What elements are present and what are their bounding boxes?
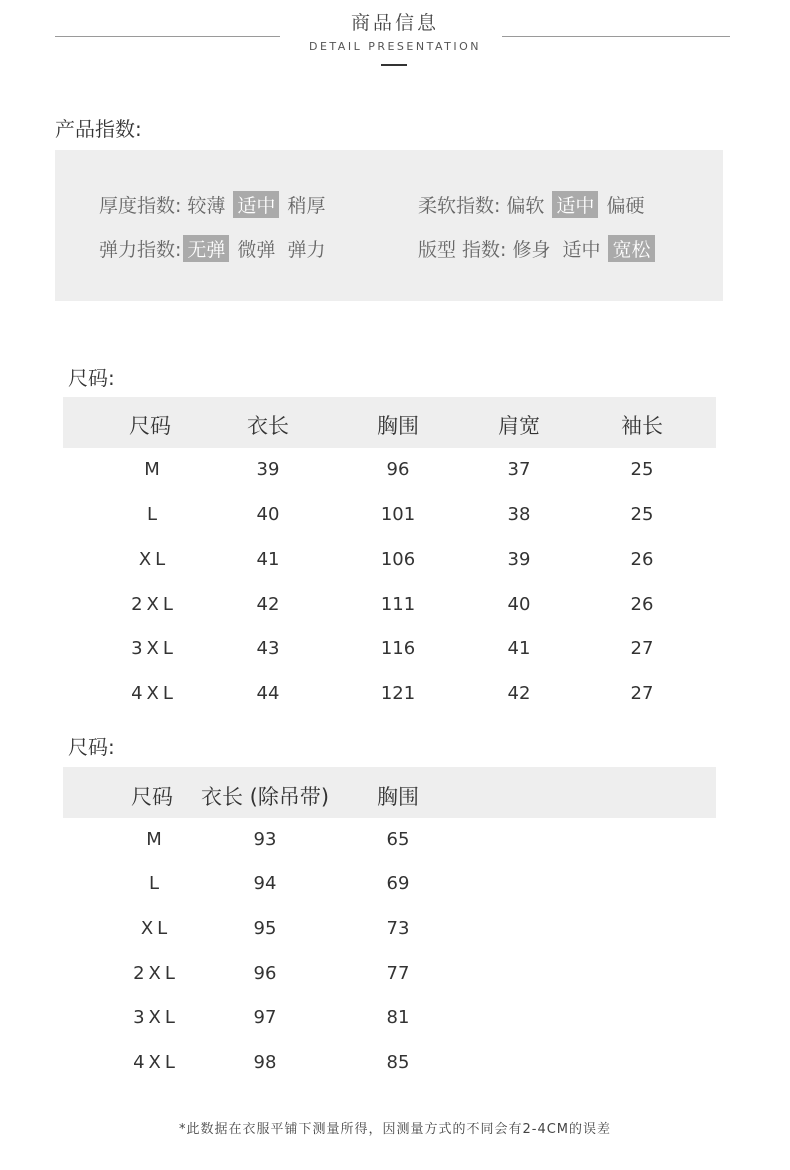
column-header: 胸围 xyxy=(377,414,419,438)
index-label: 版型 指数: xyxy=(418,239,507,261)
product-index-label: 产品指数: xyxy=(55,117,142,141)
measurement-cell: 96 xyxy=(253,963,277,984)
index-option: 偏软 xyxy=(506,195,545,217)
measurement-cell: 101 xyxy=(380,504,416,525)
measurement-cell: 26 xyxy=(630,549,654,570)
measurement-cell: 26 xyxy=(630,594,654,615)
column-header: 衣长 xyxy=(247,414,289,438)
measurement-cell: 121 xyxy=(380,683,416,704)
size-cell: 4XL xyxy=(133,1052,179,1073)
index-elasticity xyxy=(99,235,333,262)
index-softness xyxy=(418,191,652,218)
measurement-cell: 37 xyxy=(507,459,531,480)
measurement-cell: 85 xyxy=(386,1052,410,1073)
column-header: 肩宽 xyxy=(498,414,540,438)
index-option: 较薄 xyxy=(187,195,226,217)
size-cell: 2XL xyxy=(131,594,177,615)
measurement-cell: 44 xyxy=(256,683,280,704)
measurement-cell: 77 xyxy=(386,963,410,984)
index-option: 稍厚 xyxy=(287,195,326,217)
header-rule-left xyxy=(55,36,280,37)
index-option: 弹力 xyxy=(287,239,326,261)
index-option: 适中 xyxy=(562,239,601,261)
measurement-cell: 39 xyxy=(256,459,280,480)
measurement-cell: 116 xyxy=(380,638,416,659)
index-option: 修身 xyxy=(512,239,551,261)
measurement-cell: 97 xyxy=(253,1007,277,1028)
index-option-selected: 无弹 xyxy=(183,235,229,262)
index-label: 弹力指数: xyxy=(99,239,182,261)
measurement-cell: 27 xyxy=(630,683,654,704)
measurement-cell: 40 xyxy=(256,504,280,525)
page-subtitle: DETAIL PRESENTATION xyxy=(309,40,481,53)
measurement-cell: 41 xyxy=(256,549,280,570)
measurement-cell: 65 xyxy=(386,829,410,850)
size-cell: L xyxy=(146,504,162,525)
measurement-cell: 25 xyxy=(630,504,654,525)
index-option: 偏硬 xyxy=(606,195,645,217)
size-cell: 2XL xyxy=(133,963,179,984)
index-option-selected: 适中 xyxy=(552,191,598,218)
column-header: 袖长 xyxy=(621,414,663,438)
size-cell: XL xyxy=(138,549,170,570)
measurement-cell: 95 xyxy=(253,918,277,939)
size-cell: 4XL xyxy=(131,683,177,704)
index-option-selected: 宽松 xyxy=(608,235,654,262)
size-cell: M xyxy=(146,829,166,850)
index-thickness xyxy=(99,191,333,218)
column-header: 尺码 xyxy=(129,414,171,438)
measurement-cell: 40 xyxy=(507,594,531,615)
index-option-selected: 适中 xyxy=(233,191,279,218)
column-header: 尺码 xyxy=(131,785,173,809)
page-title: 商品信息 xyxy=(350,12,439,34)
index-option: 微弹 xyxy=(237,239,276,261)
measurement-cell: 93 xyxy=(253,829,277,850)
measurement-cell: 42 xyxy=(507,683,531,704)
column-header: 衣长 (除吊带) xyxy=(200,785,330,809)
size-cell: M xyxy=(144,459,164,480)
measurement-cell: 81 xyxy=(386,1007,410,1028)
measurement-cell: 38 xyxy=(507,504,531,525)
size-cell: L xyxy=(148,873,164,894)
measurement-cell: 41 xyxy=(507,638,531,659)
measurement-cell: 106 xyxy=(380,549,416,570)
measurement-footnote: *此数据在衣服平铺下测量所得，因测量方式的不同会有2-4CM的误差 xyxy=(178,1122,612,1137)
index-label: 柔软指数: xyxy=(418,195,501,217)
measurement-cell: 69 xyxy=(386,873,410,894)
measurement-cell: 96 xyxy=(386,459,410,480)
measurement-cell: 43 xyxy=(256,638,280,659)
size-cell: XL xyxy=(140,918,172,939)
measurement-cell: 94 xyxy=(253,873,277,894)
product-index-panel xyxy=(55,150,723,301)
header-rule-right xyxy=(502,36,730,37)
column-header: 胸围 xyxy=(377,785,419,809)
title-dash xyxy=(381,64,407,66)
size-table-1-label: 尺码: xyxy=(68,366,115,390)
measurement-cell: 27 xyxy=(630,638,654,659)
measurement-cell: 98 xyxy=(253,1052,277,1073)
size-cell: 3XL xyxy=(133,1007,179,1028)
size-cell: 3XL xyxy=(131,638,177,659)
index-label: 厚度指数: xyxy=(99,195,182,217)
measurement-cell: 39 xyxy=(507,549,531,570)
measurement-cell: 25 xyxy=(630,459,654,480)
size-table-2-label: 尺码: xyxy=(68,735,115,759)
measurement-cell: 42 xyxy=(256,594,280,615)
index-fit xyxy=(418,235,659,262)
measurement-cell: 73 xyxy=(386,918,410,939)
measurement-cell: 111 xyxy=(380,594,416,615)
